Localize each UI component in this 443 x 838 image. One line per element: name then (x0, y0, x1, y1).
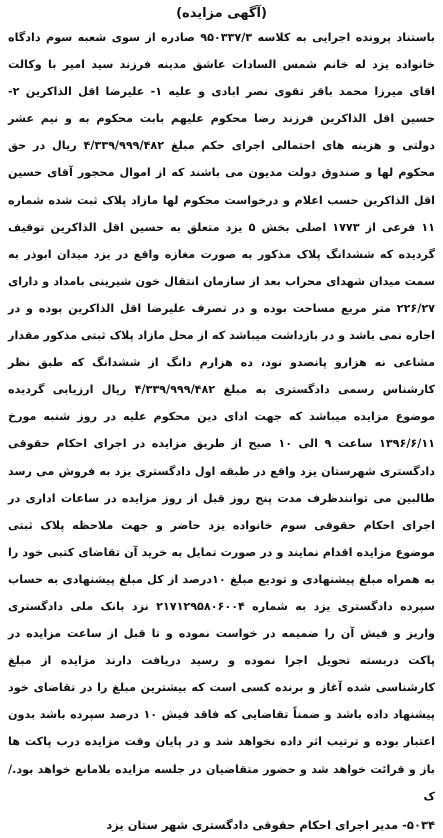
notice-paragraph: باستناد پرونده اجرایی به کلاسه ۹۵۰۳۳۷/۳ صادره از سوی شعبه سوم دادگاه خانواده یزد له خانم شمس السادات عاشق مدینه فرزند سید امیر با وکالت اقای میرزا محمد باقر تقوی نصر ابادی و علیه ۱- علیرضا اقل الذاکرین ۲- حسین اقل الذاکرین فرزند رضا محکوم علیهم بابت محکوم به و نیم عشر دولتی و هزینه های احتمالی اجرای حکم مبلغ ۴/۳۳۹/۹۹۹/۴۸۲ ریال در حق محکوم لها و صندوق دولت مدیون می باشند که از اموال محجور آقای حسین اقل الذاکرین حسب اعلام و درخواست محکوم لها مازاد پلاک ثبت شده شماره ۱۱ فرعی از ۱۷۷۳ اصلی بخش ۵ یزد متعلق به حسین اقل الذاکرین توقیف گردیده که ششدانگ پلاک مذکور به صورت مغازه واقع در یزد میدان ابوذر به سمت میدان شهدای محراب بعد از سازمان انتقال خون شیرینی بامداد و دارای ۲۲۶/۲۷ متر مربع مساحت بوده و در تصرف علیرضا اقل الذاکرین بوده و در اجاره نمی باشد و در بازداشت میباشد که از محل مازاد پلاک ثبتی مذکور مقدار مشاعی نه هزارو پانصدو نود، ده هزارم دانگ از ششدانگ که طبق نظر کارشناس رسمی دادگستری به مبلغ ۴/۳۳۹/۹۹۹/۴۸۲ ریال ارزیابی گردیده موضوع مزایده میباشد که جهت ادای دین محکوم علیه در روز شنبه مورخ ۱۳۹۶/۶/۱۱ ساعت ۹ الی ۱۰ صبح از طریق مزایده در اجرای احکام حقوقی دادگستری شهرستان یزد واقع در طبقه اول دادگستری یزد به فروش می رسد طالبین می توانندظرف مدت پنج روز قبل از روز مزایده در ساعات اداری در اجرای احکام حقوقی سوم خانواده یزد حاضر و جهت ملاحظه پلاک ثبتی موضوع مزایده اقدام نمایند و در صورت تمایل به خرید آن تقاضای کتبی خود را به همراه مبلغ پیشنهادی و تودیع مبلغ ۱۰درصد از کل مبلغ پیشنهادی به حساب سپرده دادگستری یزد به شماره ۲۱۷۱۲۹۵۸۰۶۰۰۴ نزد بانک ملی دادگستری واریز و فیش آن را ضمیمه در خواست نموده و تا قبل از ساعت مزایده در پاکت دربسته تحویل اجرا نموده و رسید دریافت دارند مزایده از مبلغ کارشناسی شده آغاز و برنده کسی است که بیشترین مبلغ را در تقاضای خود پیشنهاد داده باشد و ضمناً تقاضایی که فاقد فیش ۱۰ درصد سپرده باشد بدون اعتبار بوده و ترتیب اثر داده نخواهد شد و در پایان وقت مزایده درب پاکت ها باز و قرائت خواهد شد و حضور متقاضیان در جلسه مزایده بلامانع خواهد بود./ک (8, 31, 435, 803)
notice-body (8, 24, 435, 810)
notice-title: (آگهی مزایده) (176, 6, 267, 21)
notice-signature: ۵۰۳۴- مدیر اجرای احکام حقوقی دادگستری شهر ستان یزد (106, 817, 435, 832)
